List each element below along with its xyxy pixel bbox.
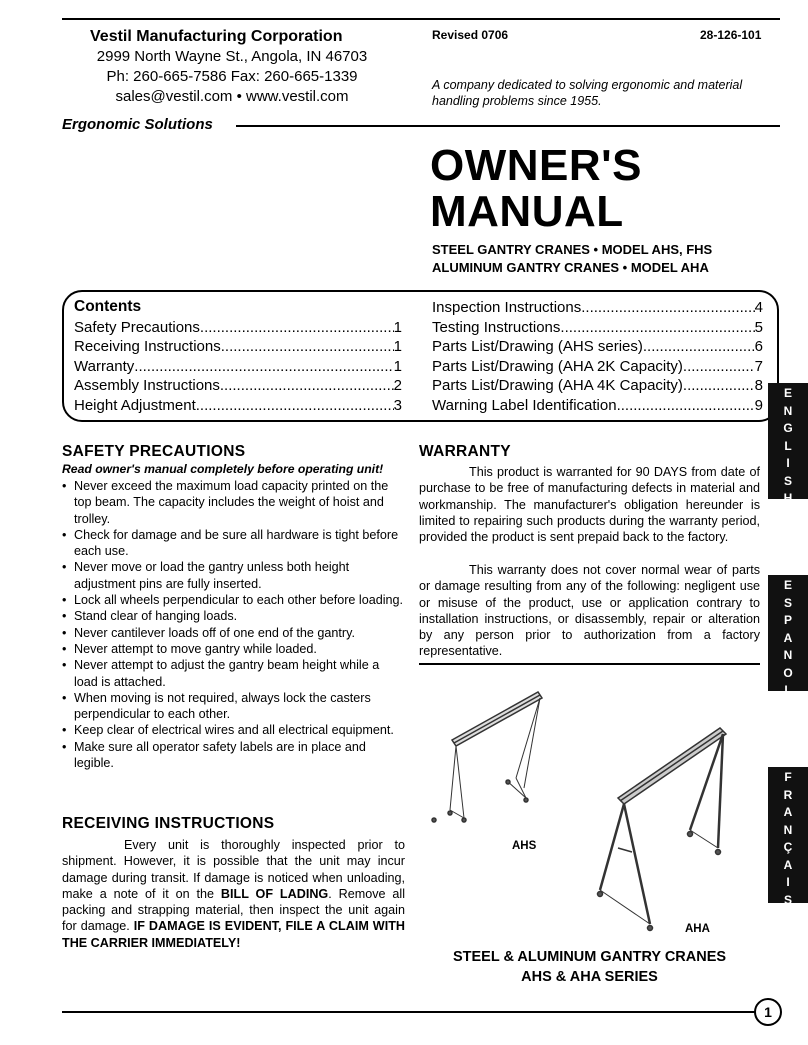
toc-label: Safety Precautions xyxy=(74,318,200,336)
revised-label: Revised 0706 xyxy=(432,28,509,42)
toc-label: Receiving Instructions xyxy=(74,338,221,355)
top-rule xyxy=(62,18,780,20)
gantry-crane-illustration xyxy=(420,670,760,940)
toc-page: 6 xyxy=(754,338,763,355)
title-line-1: OWNER'S xyxy=(430,141,642,190)
division-rule xyxy=(236,125,780,127)
toc-label: Height Adjustment xyxy=(74,396,196,414)
subtitle-line-2: ALUMINUM GANTRY CRANES • MODEL AHA xyxy=(432,260,709,275)
toc-entry[interactable] xyxy=(74,337,402,357)
list-item: • Make sure all operator safety labels are in place and legible. xyxy=(62,739,405,772)
toc-page: 3 xyxy=(393,396,402,414)
toc-entry[interactable] xyxy=(74,318,402,338)
toc-page: 5 xyxy=(754,318,763,336)
warranty-para-2: This warranty does not cover normal wear of parts or damage resulting from any of the following: negligent use or misuse of the product, use or application contrary to installation instructions, or disassembly, repair or alteration by any person prior to authorization from a factory representative. xyxy=(419,563,760,659)
list-item: • Lock all wheels perpendicular to each other before loading. xyxy=(62,592,405,608)
aha-label: AHA xyxy=(685,923,710,935)
list-item: • Never move or load the gantry unless both height adjustment pins are fully inserted. xyxy=(62,559,405,592)
ahs-crane-drawing xyxy=(432,692,542,822)
toc-label: Parts List/Drawing (AHA 2K Capacity) xyxy=(432,357,683,375)
receiving-text: Every unit is thoroughly inspected prior to shipment. However, it is possible that the unit may incur damage during transit. If damage is noticed when unloading, make a note of it on the BILL OF LADING. Remove all packing and strapping material, then inspect the unit again for damage. IF DAMAGE IS EVIDENT, FILE A CLAIM WITH THE CARRIER IMMEDIATELY! xyxy=(62,838,406,950)
toc-entry[interactable] xyxy=(74,396,402,416)
toc-label: Parts List/Drawing (AHS series) xyxy=(432,338,643,355)
list-item: • Never exceed the maximum load capacity printed on the top beam. The capacity includes the weight of hoist and trolley. xyxy=(62,478,405,527)
safety-heading: SAFETY PRECAUTIONS xyxy=(62,443,246,460)
tab-english[interactable]: E N G L I S H xyxy=(768,383,808,499)
tab-francais[interactable]: F R A N Ç A I S xyxy=(768,767,808,903)
division-label: Ergonomic Solutions xyxy=(62,116,213,133)
contents-right-column xyxy=(432,298,763,415)
company-address xyxy=(62,47,402,107)
aha-crane-drawing xyxy=(598,728,727,931)
toc-page: 2 xyxy=(393,377,402,394)
list-item: • Stand clear of hanging loads. xyxy=(62,608,405,624)
list-item: • When moving is not required, always lock the casters perpendicular to each other. xyxy=(62,690,405,723)
toc-entry[interactable] xyxy=(432,376,763,396)
phone-line: Ph: 260-665-7586 Fax: 260-665-1339 xyxy=(106,68,358,85)
toc-page: 1 xyxy=(393,318,402,336)
contents-left-column xyxy=(74,298,402,415)
receiving-heading: RECEIVING INSTRUCTIONS xyxy=(62,815,275,832)
document-number: 28-126-101 xyxy=(700,28,762,42)
toc-label: Warning Label Identification xyxy=(432,396,617,414)
toc-page: 4 xyxy=(754,299,763,316)
web-line: sales@vestil.com • www.vestil.com xyxy=(115,88,349,105)
address-line: 2999 North Wayne St., Angola, IN 46703 xyxy=(96,48,368,65)
list-item: • Never cantilever loads off of one end of the gantry. xyxy=(62,625,405,641)
tagline: A company dedicated to solving ergonomic and material handling problems since 1955. xyxy=(432,78,743,108)
warranty-para-1: This product is warranted for 90 DAYS from date of purchase to be free of manufacturing defects in material and workmanship. The manufacturer's obligation hereunder is limited to repairing such products during the warranty period, provided the product is sent prepaid back to the factory. xyxy=(419,465,760,545)
company-name: Vestil Manufacturing Corporation xyxy=(90,28,343,45)
list-item: • Never attempt to move gantry while loaded. xyxy=(62,641,405,657)
toc-page: 9 xyxy=(754,396,763,414)
bottom-rule xyxy=(62,1011,756,1013)
contents-heading: Contents xyxy=(74,298,142,315)
toc-label: Parts List/Drawing (AHA 4K Capacity) xyxy=(432,377,683,394)
caption-line-2: AHS & AHA SERIES xyxy=(521,969,658,985)
ahs-label: AHS xyxy=(512,840,537,852)
page-number: 1 xyxy=(754,998,782,1026)
toc-page: 7 xyxy=(754,357,763,375)
toc-entry[interactable] xyxy=(74,376,402,396)
safety-list xyxy=(62,478,405,771)
tab-espanol[interactable]: E S P A N O L xyxy=(768,575,808,691)
caption-line-1: STEEL & ALUMINUM GANTRY CRANES xyxy=(452,949,727,965)
list-item: • Check for damage and be sure all hardware is tight before each use. xyxy=(62,527,405,560)
safety-lead: Read owner's manual completely before operating unit! xyxy=(62,462,384,476)
page-subtitle xyxy=(432,241,712,277)
title-line-2: MANUAL xyxy=(430,187,624,236)
warranty-heading: WARRANTY xyxy=(419,443,511,460)
list-item: • Keep clear of electrical wires and all electrical equipment. xyxy=(62,722,405,738)
toc-entry[interactable] xyxy=(432,298,763,318)
toc-entry[interactable] xyxy=(432,357,763,377)
list-item: • Never attempt to adjust the gantry beam height while a load is attached. xyxy=(62,657,405,690)
figure-caption xyxy=(419,947,760,987)
toc-entry[interactable] xyxy=(432,337,763,357)
toc-page: 8 xyxy=(754,377,763,394)
toc-label: Inspection Instructions xyxy=(432,299,582,316)
toc-label: Assembly Instructions xyxy=(74,377,220,394)
toc-label: Testing Instructions xyxy=(432,318,561,336)
page-title xyxy=(430,143,642,235)
toc-label: Warranty xyxy=(74,357,135,375)
toc-entry[interactable] xyxy=(432,318,763,338)
toc-page: 1 xyxy=(393,357,402,375)
warranty-rule xyxy=(419,663,760,665)
toc-page: 1 xyxy=(393,338,402,355)
toc-entry[interactable] xyxy=(74,357,402,377)
subtitle-line-1: STEEL GANTRY CRANES • MODEL AHS, FHS xyxy=(432,242,713,257)
toc-entry[interactable] xyxy=(432,396,763,416)
